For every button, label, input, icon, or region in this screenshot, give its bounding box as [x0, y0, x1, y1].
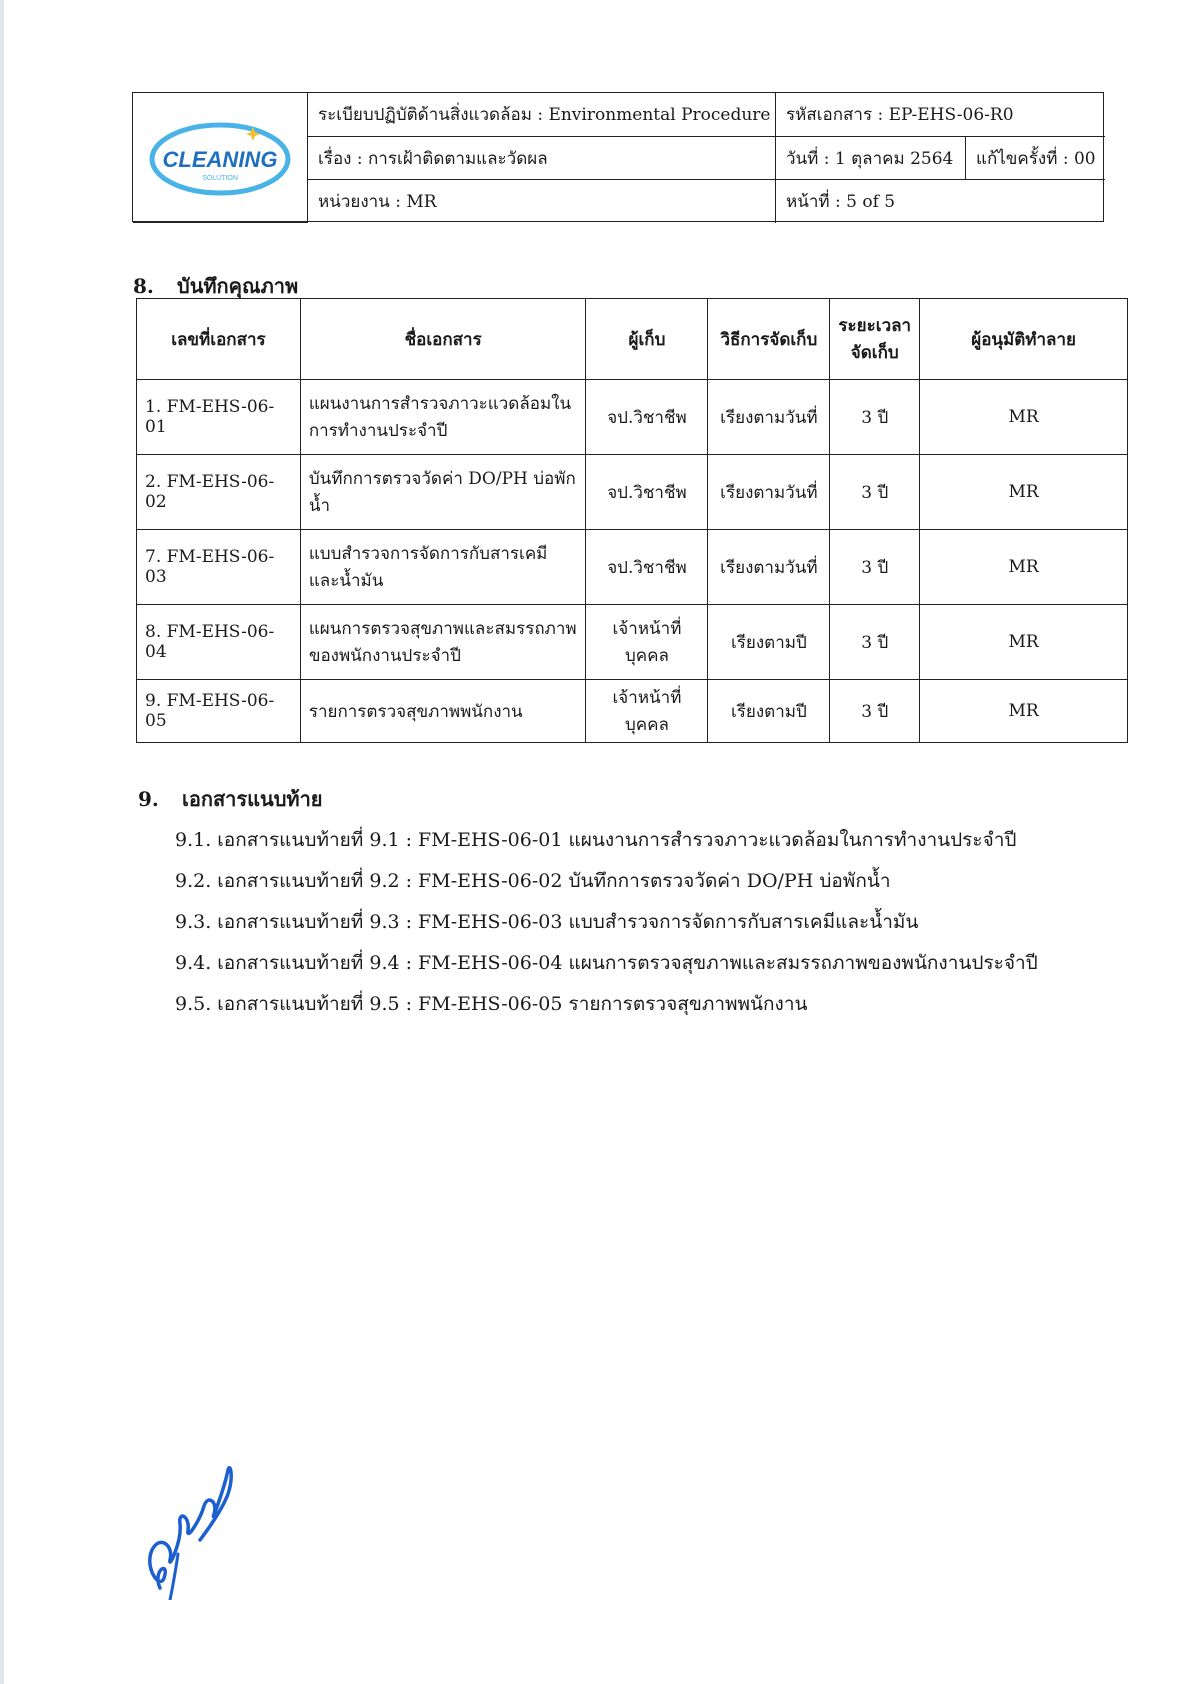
handwritten-signature — [130, 1450, 240, 1600]
column-header: ชื่อเอกสาร — [300, 299, 586, 380]
table-row — [137, 380, 1128, 455]
attachment-item: 9.5. เอกสารแนบท้ายที่ 9.5 : FM-EHS-06-05 รายการตรวจสุขภาพพนักงาน — [175, 993, 808, 1015]
quality-records-table — [136, 298, 1128, 743]
approver-cell: MR — [920, 530, 1128, 605]
method-cell: เรียงตามวันที่ — [708, 380, 830, 455]
approver-cell: MR — [920, 680, 1128, 743]
method-cell: เรียงตามปี — [708, 680, 830, 743]
table-row — [137, 605, 1128, 680]
responsible-unit: หน่วยงาน : MR — [308, 180, 776, 223]
doc-name-cell: บันทึกการตรวจวัดค่า DO/PH บ่อพักน้ำ — [300, 455, 586, 530]
table-header-row — [137, 299, 1128, 380]
keeper-cell: จป.วิชาชีพ — [586, 530, 708, 605]
attachment-item: 9.4. เอกสารแนบท้ายที่ 9.4 : FM-EHS-06-04 แผนการตรวจสุขภาพและสมรรถภาพของพนักงานประจำปี — [175, 952, 1038, 974]
logo-subtext: SOLUTION — [202, 174, 238, 182]
document-subject: เรื่อง : การเฝ้าติดตามและวัดผล — [308, 137, 776, 180]
period-cell: 3 ปี — [830, 380, 920, 455]
section-number: 8. — [133, 274, 154, 298]
document-date: วันที่ : 1 ตุลาคม 2564 — [776, 137, 966, 180]
document-code: รหัสเอกสาร : EP-EHS-06-R0 — [776, 93, 1105, 137]
attachment-item: 9.3. เอกสารแนบท้ายที่ 9.3 : FM-EHS-06-03 แบบสำรวจการจัดการกับสารเคมีและน้ำมัน — [175, 911, 919, 933]
approver-cell: MR — [920, 380, 1128, 455]
section-number: 9. — [138, 787, 159, 811]
method-cell: เรียงตามวันที่ — [708, 455, 830, 530]
approver-cell: MR — [920, 605, 1128, 680]
section-title: เอกสารแนบท้าย — [182, 787, 323, 811]
attachment-item: 9.1. เอกสารแนบท้ายที่ 9.1 : FM-EHS-06-01 แผนงานการสำรวจภาวะแวดล้อมในการทำงานประจำปี — [175, 829, 1017, 851]
doc-number-cell: 7. FM-EHS-06-03 — [137, 530, 301, 605]
keeper-cell: เจ้าหน้าที่บุคคล — [586, 680, 708, 743]
attachment-item: 9.2. เอกสารแนบท้ายที่ 9.2 : FM-EHS-06-02 บันทึกการตรวจวัดค่า DO/PH บ่อพักน้ำ — [175, 870, 891, 892]
method-cell: เรียงตามวันที่ — [708, 530, 830, 605]
table-row — [137, 455, 1128, 530]
doc-name-cell: แบบสำรวจการจัดการกับสารเคมีและน้ำมัน — [300, 530, 586, 605]
procedure-title: ระเบียบปฏิบัติด้านสิ่งแวดล้อม : Environmental Procedure — [308, 93, 776, 137]
column-header: ระยะเวลา จัดเก็บ — [830, 299, 920, 380]
table-row — [137, 680, 1128, 743]
doc-name-cell: แผนการตรวจสุขภาพและสมรรถภาพของพนักงานประจำปี — [300, 605, 586, 680]
period-cell: 3 ปี — [830, 530, 920, 605]
section-9-heading — [138, 783, 323, 815]
keeper-cell: จป.วิชาชีพ — [586, 380, 708, 455]
period-cell: 3 ปี — [830, 680, 920, 743]
approver-cell: MR — [920, 455, 1128, 530]
doc-number-cell: 8. FM-EHS-06-04 — [137, 605, 301, 680]
logo-text: CLEANING — [162, 146, 278, 172]
table-row — [137, 530, 1128, 605]
doc-number-cell: 1. FM-EHS-06-01 — [137, 380, 301, 455]
page-edge — [0, 0, 4, 1684]
doc-number-cell: 2. FM-EHS-06-02 — [137, 455, 301, 530]
keeper-cell: จป.วิชาชีพ — [586, 455, 708, 530]
cleaning-logo-icon — [145, 113, 295, 203]
doc-number-cell: 9. FM-EHS-06-05 — [137, 680, 301, 743]
column-header: ผู้เก็บ — [586, 299, 708, 380]
document-header — [132, 92, 1104, 222]
column-header: ผู้อนุมัติทำลาย — [920, 299, 1128, 380]
revision-number: แก้ไขครั้งที่ : 00 — [966, 137, 1105, 180]
column-header: เลขที่เอกสาร — [137, 299, 301, 380]
keeper-cell: เจ้าหน้าที่บุคคล — [586, 605, 708, 680]
period-cell: 3 ปี — [830, 455, 920, 530]
period-cell: 3 ปี — [830, 605, 920, 680]
column-header: วิธีการจัดเก็บ — [708, 299, 830, 380]
doc-name-cell: แผนงานการสำรวจภาวะแวดล้อมในการทำงานประจำปี — [300, 380, 586, 455]
page-number: หน้าที่ : 5 of 5 — [786, 192, 896, 212]
company-logo — [133, 93, 308, 223]
method-cell: เรียงตามปี — [708, 605, 830, 680]
section-title: บันทึกคุณภาพ — [177, 274, 299, 298]
doc-name-cell: รายการตรวจสุขภาพพนักงาน — [300, 680, 586, 743]
